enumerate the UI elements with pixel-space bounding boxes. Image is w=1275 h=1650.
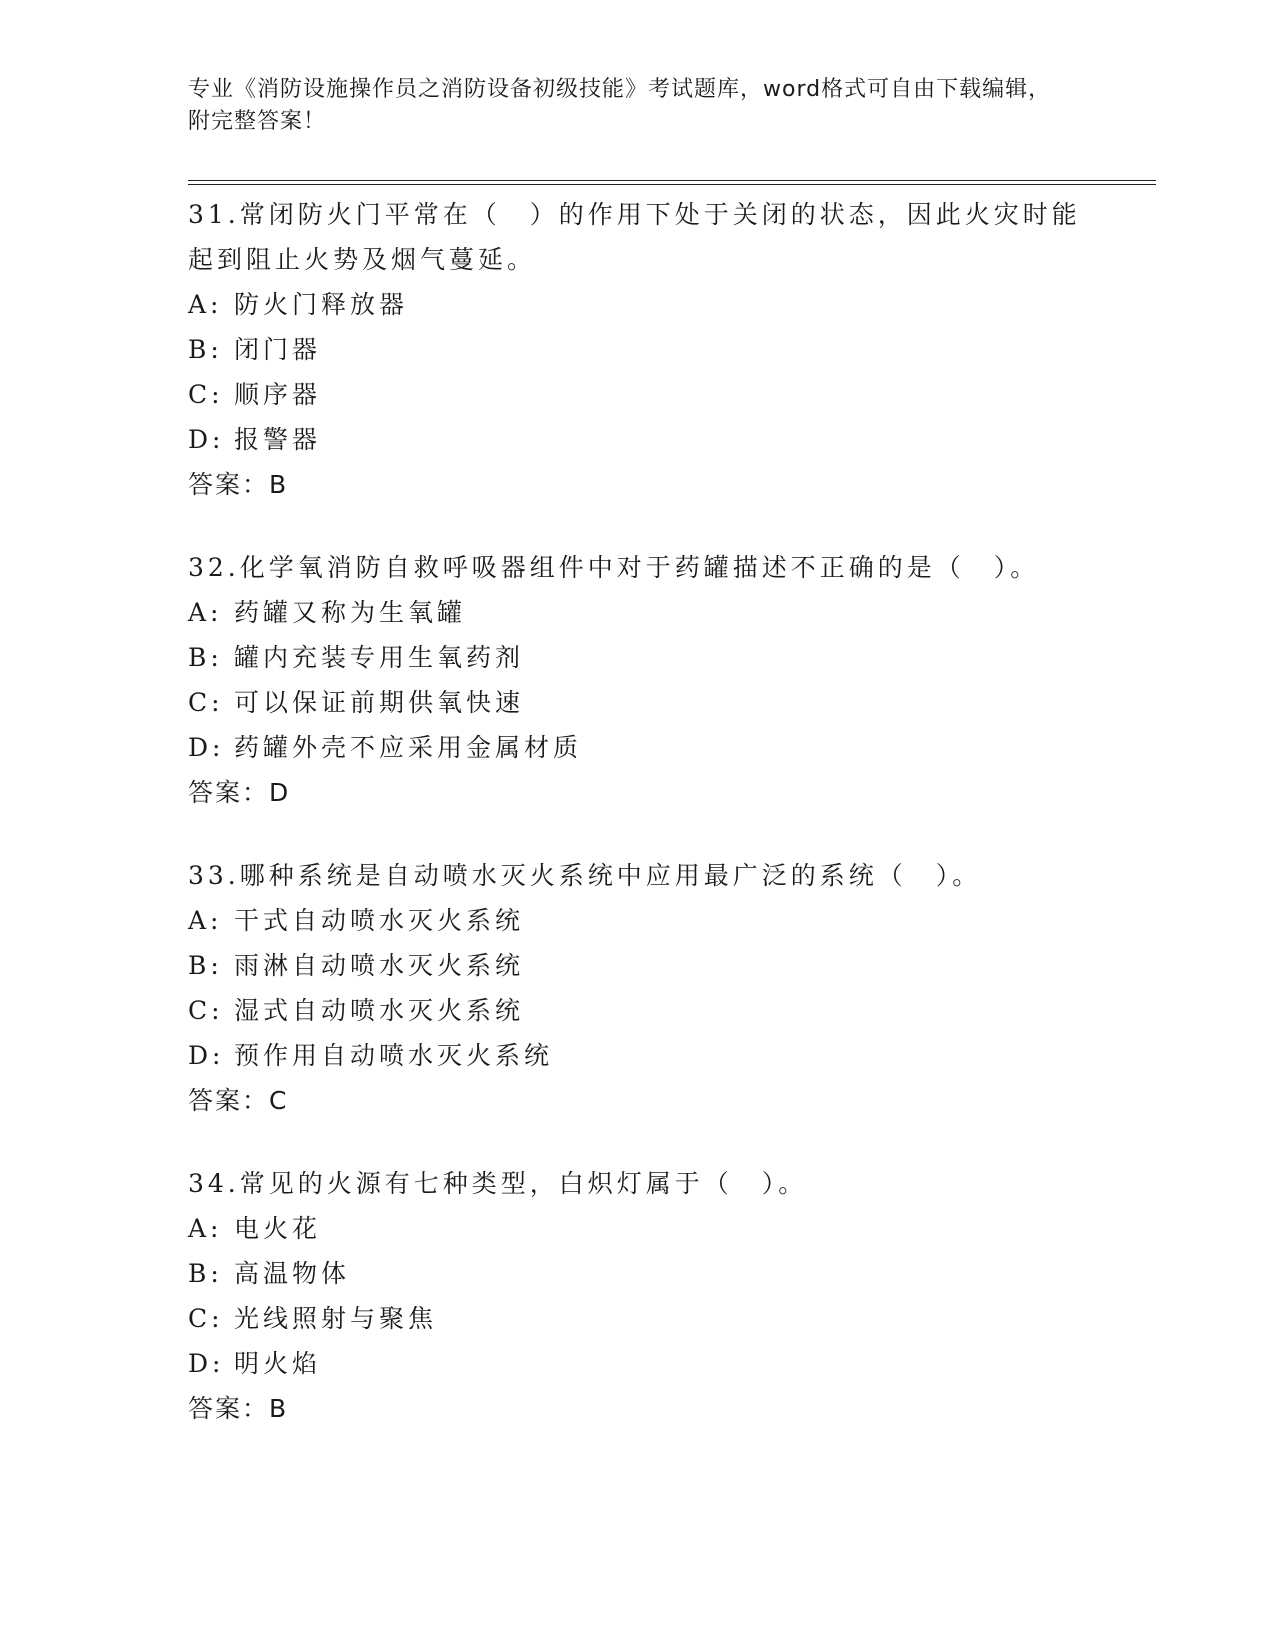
option-letter: C: xyxy=(188,996,224,1025)
option-letter: B: xyxy=(188,643,223,672)
option-d xyxy=(188,1341,1088,1386)
answer-line: 答案：D xyxy=(188,778,291,807)
option-text: 闭门器 xyxy=(234,335,322,364)
option-text: 可以保证前期供氧快速 xyxy=(234,688,525,717)
option-letter: B: xyxy=(188,335,223,364)
option-text: 雨淋自动喷水灭火系统 xyxy=(234,951,525,980)
option-b xyxy=(188,1251,1088,1296)
option-text: 预作用自动喷水灭火系统 xyxy=(234,1041,554,1070)
header-divider xyxy=(188,180,1156,185)
option-text: 顺序器 xyxy=(234,380,322,409)
option-letter: C: xyxy=(188,1304,224,1333)
option-letter: C: xyxy=(188,688,224,717)
question-32 xyxy=(188,545,1088,815)
option-letter: D: xyxy=(188,733,225,762)
option-d xyxy=(188,725,1088,770)
option-d xyxy=(188,1033,1088,1078)
option-letter: D: xyxy=(188,425,225,454)
option-a xyxy=(188,898,1088,943)
option-letter: C: xyxy=(188,380,224,409)
document-header: 专业《消防设施操作员之消防设备初级技能》考试题库，word格式可自由下载编辑，附完整答案！ xyxy=(188,77,1052,134)
question-34 xyxy=(188,1161,1088,1431)
option-text: 光线照射与聚焦 xyxy=(234,1304,438,1333)
option-letter: A: xyxy=(188,598,223,627)
option-letter: A: xyxy=(188,290,223,319)
option-c xyxy=(188,680,1088,725)
option-a xyxy=(188,1206,1088,1251)
option-text: 药罐外壳不应采用金属材质 xyxy=(234,733,583,762)
option-letter: D: xyxy=(188,1041,225,1070)
option-text: 湿式自动喷水灭火系统 xyxy=(234,996,525,1025)
option-b xyxy=(188,327,1088,372)
option-text: 罐内充装专用生氧药剂 xyxy=(234,643,525,672)
question-stem: 31.常闭防火门平常在（ ）的作用下处于关闭的状态，因此火灾时能起到阻止火势及烟气蔓延。 xyxy=(188,200,1081,274)
option-text: 高温物体 xyxy=(234,1259,351,1288)
option-letter: D: xyxy=(188,1349,225,1378)
question-stem: 33.哪种系统是自动喷水灭火系统中应用最广泛的系统（ ）。 xyxy=(188,861,982,890)
option-b xyxy=(188,635,1088,680)
question-stem: 32.化学氧消防自救呼吸器组件中对于药罐描述不正确的是（ ）。 xyxy=(188,553,1040,582)
answer-line: 答案：B xyxy=(188,470,289,499)
option-text: 防火门释放器 xyxy=(234,290,409,319)
option-c xyxy=(188,372,1088,417)
option-d xyxy=(188,417,1088,462)
option-a xyxy=(188,590,1088,635)
option-letter: B: xyxy=(188,1259,223,1288)
question-31 xyxy=(188,192,1088,507)
question-stem: 34.常见的火源有七种类型，白炽灯属于（ ）。 xyxy=(188,1169,808,1198)
answer-line: 答案：B xyxy=(188,1394,289,1423)
option-text: 报警器 xyxy=(234,425,322,454)
option-letter: B: xyxy=(188,951,223,980)
option-text: 干式自动喷水灭火系统 xyxy=(234,906,525,935)
option-text: 药罐又称为生氧罐 xyxy=(234,598,467,627)
option-text: 电火花 xyxy=(234,1214,322,1243)
option-c xyxy=(188,1296,1088,1341)
option-text: 明火焰 xyxy=(234,1349,322,1378)
option-a xyxy=(188,282,1088,327)
option-letter: A: xyxy=(188,906,223,935)
option-letter: A: xyxy=(188,1214,223,1243)
question-33 xyxy=(188,853,1088,1123)
option-c xyxy=(188,988,1088,1033)
question-list xyxy=(188,192,1088,1469)
option-b xyxy=(188,943,1088,988)
answer-line: 答案：C xyxy=(188,1086,289,1115)
